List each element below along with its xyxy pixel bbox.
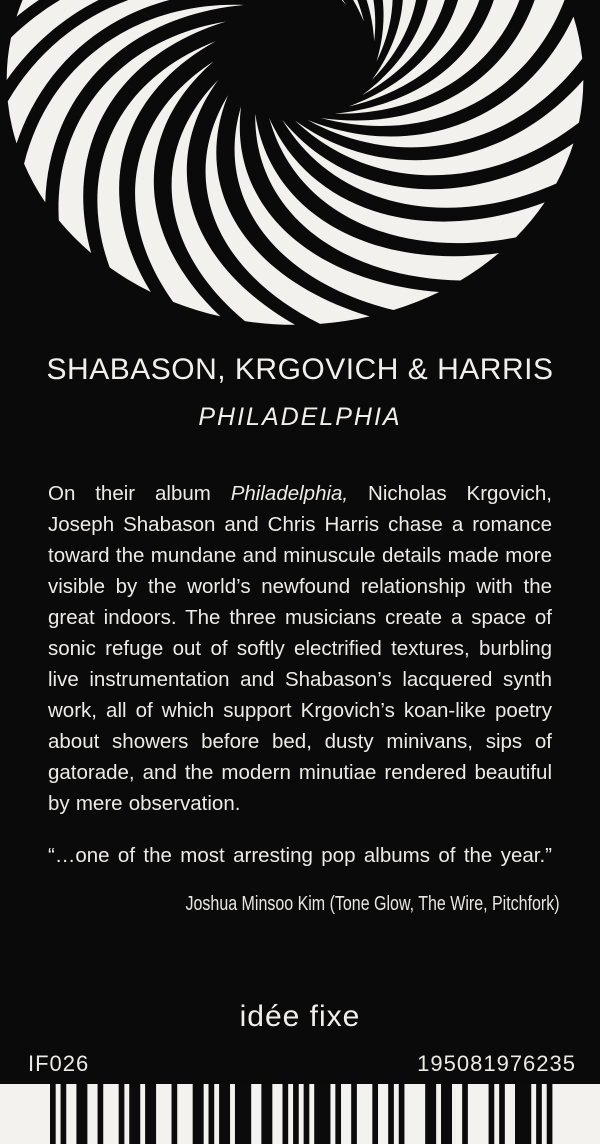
artist-name: SHABASON, KRGOVICH & HARRIS bbox=[46, 353, 554, 386]
record-label-logo: idée fixe bbox=[239, 1000, 361, 1033]
barcode-number: 195081976235 bbox=[417, 1051, 576, 1076]
album-description: On their album Philadelphia, Nicholas Krgovich, Joseph Shabason and Chris Harris chase a romance toward the mundane and minuscule details made more visible by the world’s newfound relationship with the great indoors. The three musicians create a space of sonic refuge out of softly electrified textures, burbling live instrumentation and Shabason’s lacquered synth work, all of which support Krgovich’s koan-like poetry about showers before bed, dusty minivans, sips of gatorade, and the modern minutiae rendered beautiful by mere observation. bbox=[48, 482, 552, 815]
codes-row bbox=[28, 1051, 576, 1077]
album-title: PHILADELPHIA bbox=[198, 403, 402, 431]
quote-attribution: Joshua Minsoo Kim (Tone Glow, The Wire, Pitchfork) bbox=[185, 893, 560, 915]
spiral-artwork bbox=[0, 0, 600, 345]
pull-quote: “…one of the most arresting pop albums of the year.” bbox=[48, 844, 552, 867]
barcode bbox=[0, 1084, 600, 1144]
quote-attribution-row bbox=[48, 893, 560, 916]
catalog-number: IF026 bbox=[28, 1051, 90, 1076]
